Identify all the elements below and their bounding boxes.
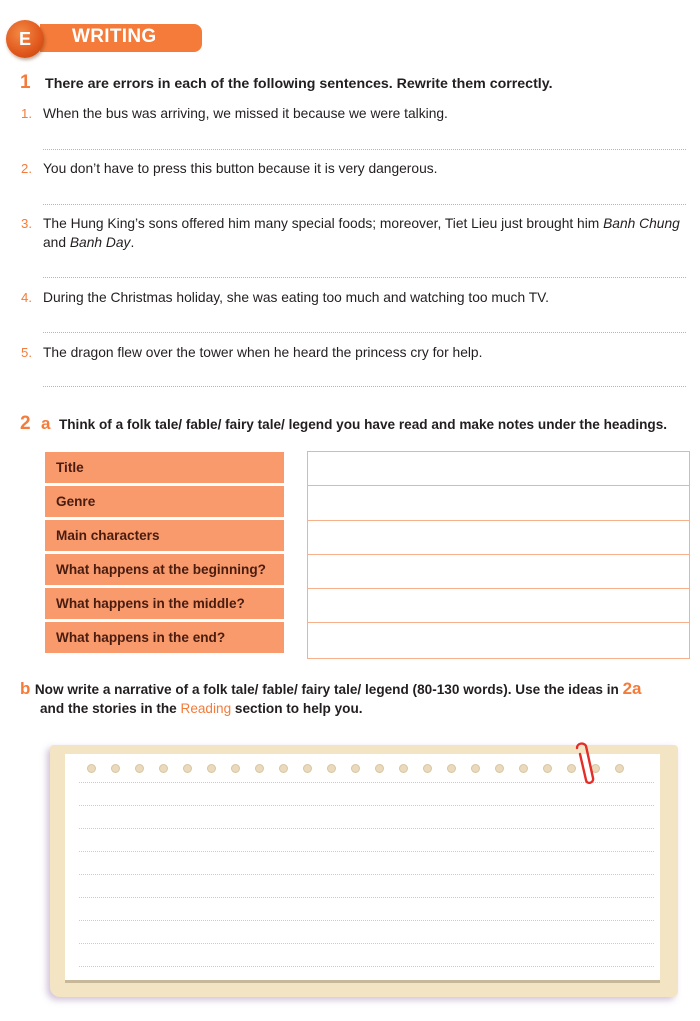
heading-main-characters: Main characters (45, 520, 284, 551)
binder-hole (279, 764, 288, 773)
answer-cell-middle[interactable] (308, 589, 689, 623)
exercise-2a-heading (20, 413, 667, 435)
binder-hole (615, 764, 624, 773)
binder-hole (399, 764, 408, 773)
binder-hole (375, 764, 384, 773)
exercise-2b-heading (20, 679, 700, 718)
writing-line (79, 966, 654, 967)
binder-hole (543, 764, 552, 773)
writing-line (79, 782, 654, 783)
sentence-3-part-c: . (130, 235, 135, 250)
sentence-1: When the bus was arriving, we missed it because we were talking. (43, 106, 448, 121)
answer-line-1[interactable] (43, 149, 686, 150)
answer-cell-genre[interactable] (308, 486, 689, 520)
section-letter-badge: E (6, 20, 44, 58)
binder-hole (231, 764, 240, 773)
answer-cell-beginning[interactable] (308, 555, 689, 589)
sentence-3 (43, 214, 693, 252)
writing-line (79, 897, 654, 898)
answer-line-2[interactable] (43, 204, 686, 205)
binder-hole (87, 764, 96, 773)
binder-hole (423, 764, 432, 773)
exercise-2b-instruction-1: Now write a narrative of a folk tale/ fable/ fairy tale/ legend (80-130 words). Use the ideas in (34, 682, 623, 697)
sentence-5: The dragon flew over the tower when he heard the princess cry for help. (43, 345, 483, 360)
exercise-letter: a (41, 414, 51, 433)
writing-line (79, 943, 654, 944)
paperclip-icon (574, 742, 596, 786)
writing-line (79, 920, 654, 921)
binder-hole (519, 764, 528, 773)
exercise-ref: 2a (622, 679, 642, 698)
notepad-writing-area[interactable] (65, 754, 660, 983)
sentence-3-part-b: and (43, 235, 70, 250)
item-number: 4. (21, 290, 32, 305)
sentence-3-part-a: The Hung King’s sons offered him many special foods; moreover, Tiet Lieu just brought him (43, 216, 604, 231)
item-number: 3. (21, 216, 32, 231)
reading-section-link: Reading (180, 701, 232, 716)
heading-title: Title (45, 452, 284, 483)
binder-hole (111, 764, 120, 773)
sentence-3-italic-b: Banh Day (69, 235, 131, 250)
writing-line (79, 805, 654, 806)
answer-cell-end[interactable] (308, 623, 689, 657)
answer-line-3[interactable] (43, 277, 686, 278)
exercise-2a-instruction: Think of a folk tale/ fable/ fairy tale/ legend you have read and make notes under the headings. (58, 417, 668, 432)
binder-hole (327, 764, 336, 773)
heading-middle: What happens in the middle? (45, 588, 284, 619)
heading-end: What happens in the end? (45, 622, 284, 653)
exercise-number: 1 (20, 72, 31, 93)
binder-hole (159, 764, 168, 773)
heading-beginning: What happens at the beginning? (45, 554, 284, 585)
binder-hole (183, 764, 192, 773)
exercise-letter: b (20, 679, 31, 698)
binder-hole (207, 764, 216, 773)
answer-cell-main-characters[interactable] (308, 521, 689, 555)
sentence-4: During the Christmas holiday, she was eating too much and watching too much TV. (43, 290, 549, 305)
binder-hole (303, 764, 312, 773)
exercise-1-instruction: There are errors in each of the following sentences. Rewrite them correctly. (45, 76, 553, 92)
item-number: 2. (21, 161, 32, 176)
exercise-1-heading (20, 72, 553, 94)
binder-hole (135, 764, 144, 773)
answer-line-5[interactable] (43, 386, 686, 387)
writing-line (79, 874, 654, 875)
exercise-2b-instruction-2: and the stories in the (40, 701, 181, 716)
item-number: 5. (21, 345, 32, 360)
binder-hole (351, 764, 360, 773)
binder-hole (495, 764, 504, 773)
writing-line (79, 828, 654, 829)
binder-hole (471, 764, 480, 773)
answer-line-4[interactable] (43, 332, 686, 333)
answer-cell-title[interactable] (308, 452, 689, 486)
binder-hole (447, 764, 456, 773)
exercise-2b-instruction-3: section to help you. (231, 701, 363, 716)
heading-genre: Genre (45, 486, 284, 517)
section-title: WRITING (72, 26, 157, 47)
notes-answer-column (307, 451, 690, 659)
binder-hole (255, 764, 264, 773)
sentence-2: You don’t have to press this button because it is very dangerous. (43, 161, 438, 176)
item-number: 1. (21, 106, 32, 121)
exercise-number: 2 (20, 413, 31, 434)
notes-headings-column (45, 452, 284, 656)
writing-line (79, 851, 654, 852)
sentence-3-italic-a: Banh Chung (603, 216, 680, 231)
